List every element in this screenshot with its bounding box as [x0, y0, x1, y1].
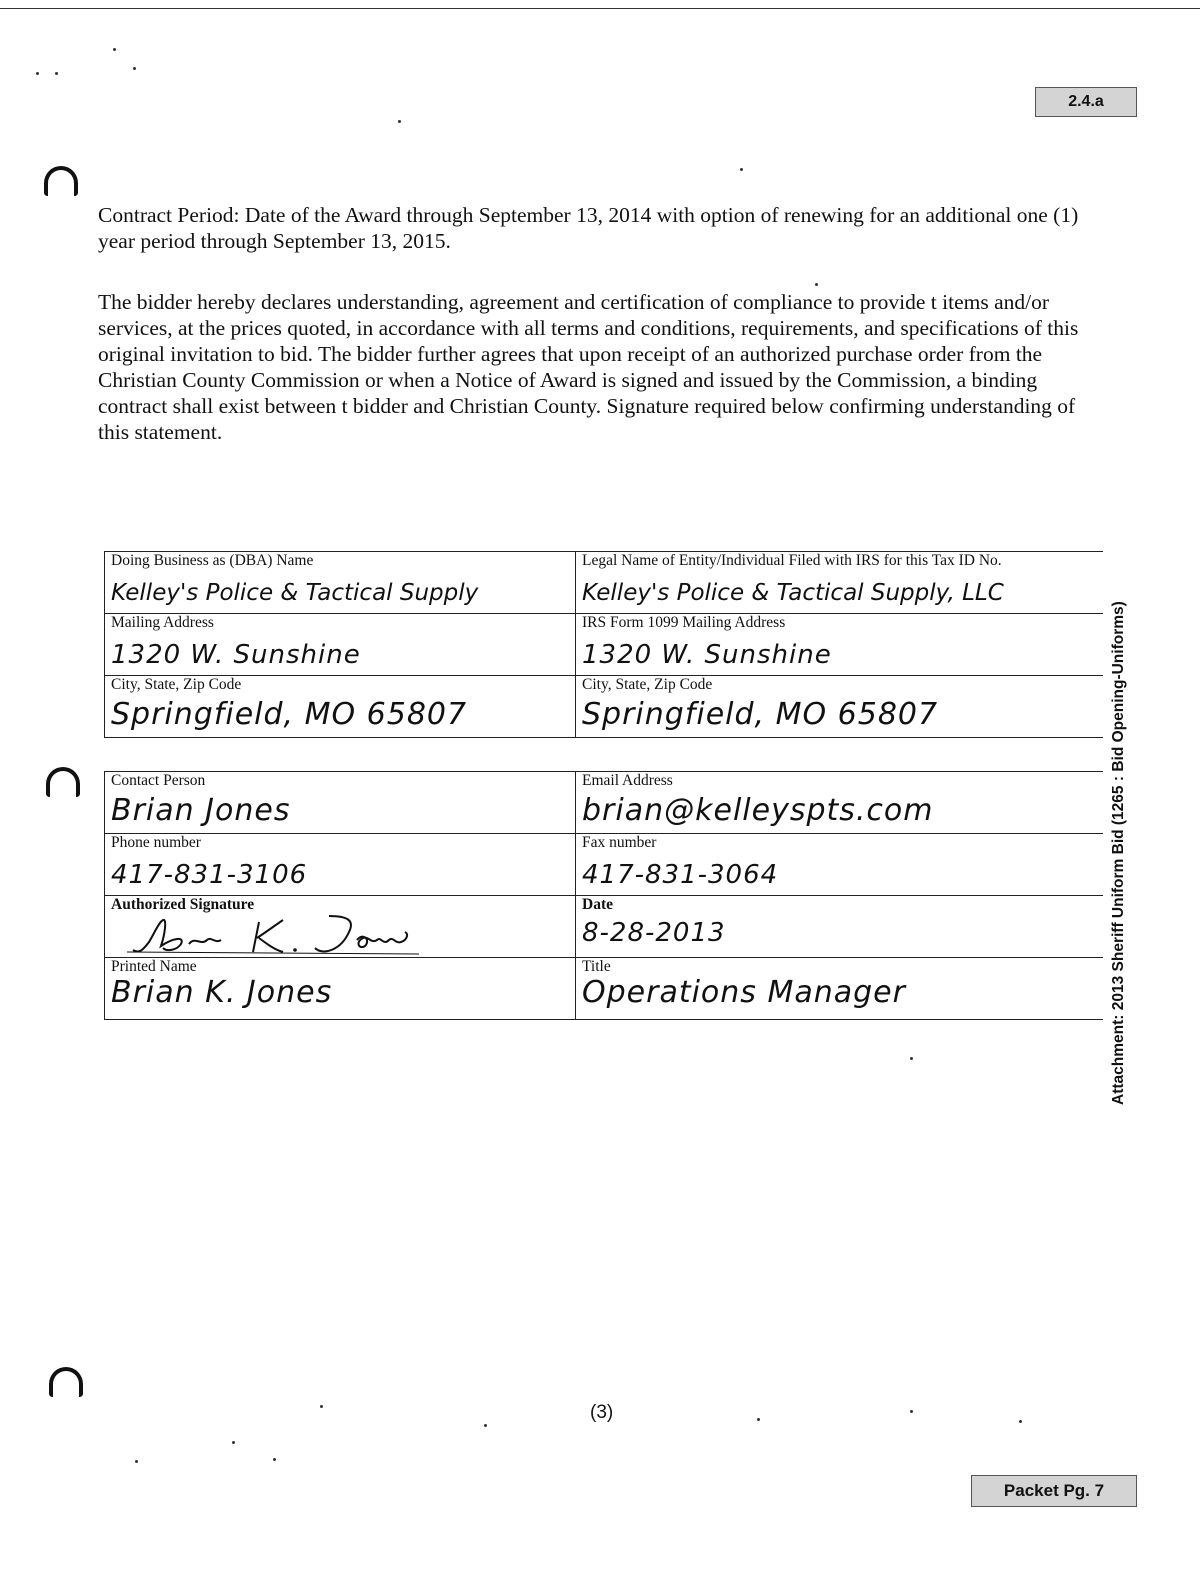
phone-cell [105, 834, 576, 896]
item-number-badge: 2.4.a [1035, 87, 1137, 117]
scan-speck [1019, 1420, 1022, 1423]
date-label: Date [582, 896, 613, 913]
contact-person-cell [105, 772, 576, 834]
dba-value: Kelley's Police & Tactical Supply [111, 580, 479, 606]
fax-value: 417-831-3064 [582, 860, 779, 890]
attachment-side-label: Attachment: 2013 Sheriff Uniform Bid (1265 : Bid Opening-Uniforms) [1110, 601, 1127, 1105]
email-label: Email Address [582, 772, 673, 789]
binder-hole-icon [44, 166, 78, 196]
email-cell [576, 772, 1103, 834]
email-value: brian@kelleyspts.com [582, 793, 934, 828]
contact-person-label: Contact Person [111, 772, 206, 789]
scan-speck [232, 1441, 235, 1444]
legal-name-value: Kelley's Police & Tactical Supply, LLC [582, 580, 1004, 606]
irs-city-state-zip-cell [576, 676, 1103, 738]
phone-value: 417-831-3106 [111, 860, 308, 890]
scan-speck [484, 1424, 487, 1427]
irs-address-value: 1320 W. Sunshine [582, 640, 832, 670]
fax-cell [576, 834, 1103, 896]
scan-speck [910, 1057, 913, 1060]
city-state-zip-value: Springfield, MO 65807 [111, 697, 468, 732]
scan-speck [135, 1460, 138, 1463]
mailing-address-value: 1320 W. Sunshine [111, 640, 361, 670]
scan-speck [133, 67, 136, 70]
contact-person-value: Brian Jones [111, 793, 291, 828]
title-label: Title [582, 958, 611, 975]
scan-speck [320, 1405, 323, 1408]
mailing-address-label: Mailing Address [111, 614, 214, 631]
legal-name-label: Legal Name of Entity/Individual Filed with IRS for this Tax ID No. [582, 552, 1002, 569]
irs-city-state-zip-label: City, State, Zip Code [582, 676, 713, 693]
scan-speck [113, 48, 116, 51]
contact-info-form [104, 771, 1103, 1020]
printed-name-value: Brian K. Jones [111, 975, 333, 1010]
binder-hole-icon [46, 767, 80, 797]
legal-name-cell [576, 552, 1103, 614]
printed-name-label: Printed Name [111, 958, 197, 975]
scan-speck [910, 1410, 913, 1413]
title-cell [576, 958, 1103, 1020]
signature-cell [105, 896, 576, 958]
title-value: Operations Manager [582, 975, 906, 1010]
date-value: 8-28-2013 [582, 918, 726, 948]
binder-hole-icon [49, 1367, 83, 1397]
scan-speck [273, 1458, 276, 1461]
scan-speck [36, 72, 39, 75]
signature-label: Authorized Signature [111, 896, 255, 913]
business-info-form [104, 551, 1103, 738]
page-number: (3) [590, 1402, 614, 1423]
top-border [0, 8, 1200, 9]
city-state-zip-label: City, State, Zip Code [111, 676, 242, 693]
declaration-paragraph: The bidder hereby declares understanding, agreement and certification of compliance to provide t items and/or services, at the prices quoted, in accordance with all terms and conditions, requirements, and specifications of this original invitation to bid. The bidder further agrees that upon receipt of an authorized purchase order from the Christian County Commission or when a Notice of Award is signed and issued by the Commission, a binding contract shall exist between t bidder and Christian County. Signature required below confirming understanding of this statement. [98, 290, 1079, 444]
printed-name-cell [105, 958, 576, 1020]
scan-speck [740, 168, 743, 171]
dba-label: Doing Business as (DBA) Name [111, 552, 314, 569]
dba-cell [105, 552, 576, 614]
scan-speck [398, 120, 401, 123]
date-cell [576, 896, 1103, 958]
mailing-address-cell [105, 614, 576, 676]
city-state-zip-cell [105, 676, 576, 738]
scan-speck [55, 72, 58, 75]
handwritten-signature [119, 910, 449, 958]
scan-speck [815, 283, 818, 286]
scan-speck [757, 1418, 760, 1421]
irs-city-state-zip-value: Springfield, MO 65807 [582, 697, 939, 732]
phone-label: Phone number [111, 834, 201, 851]
irs-address-cell [576, 614, 1103, 676]
fax-label: Fax number [582, 834, 657, 851]
irs-address-label: IRS Form 1099 Mailing Address [582, 614, 786, 631]
contract-period-paragraph: Contract Period: Date of the Award through September 13, 2014 with option of renewing for an additional one (1) year period through September 13, 2015. [98, 203, 1079, 253]
packet-page-badge: Packet Pg. 7 [971, 1475, 1137, 1507]
